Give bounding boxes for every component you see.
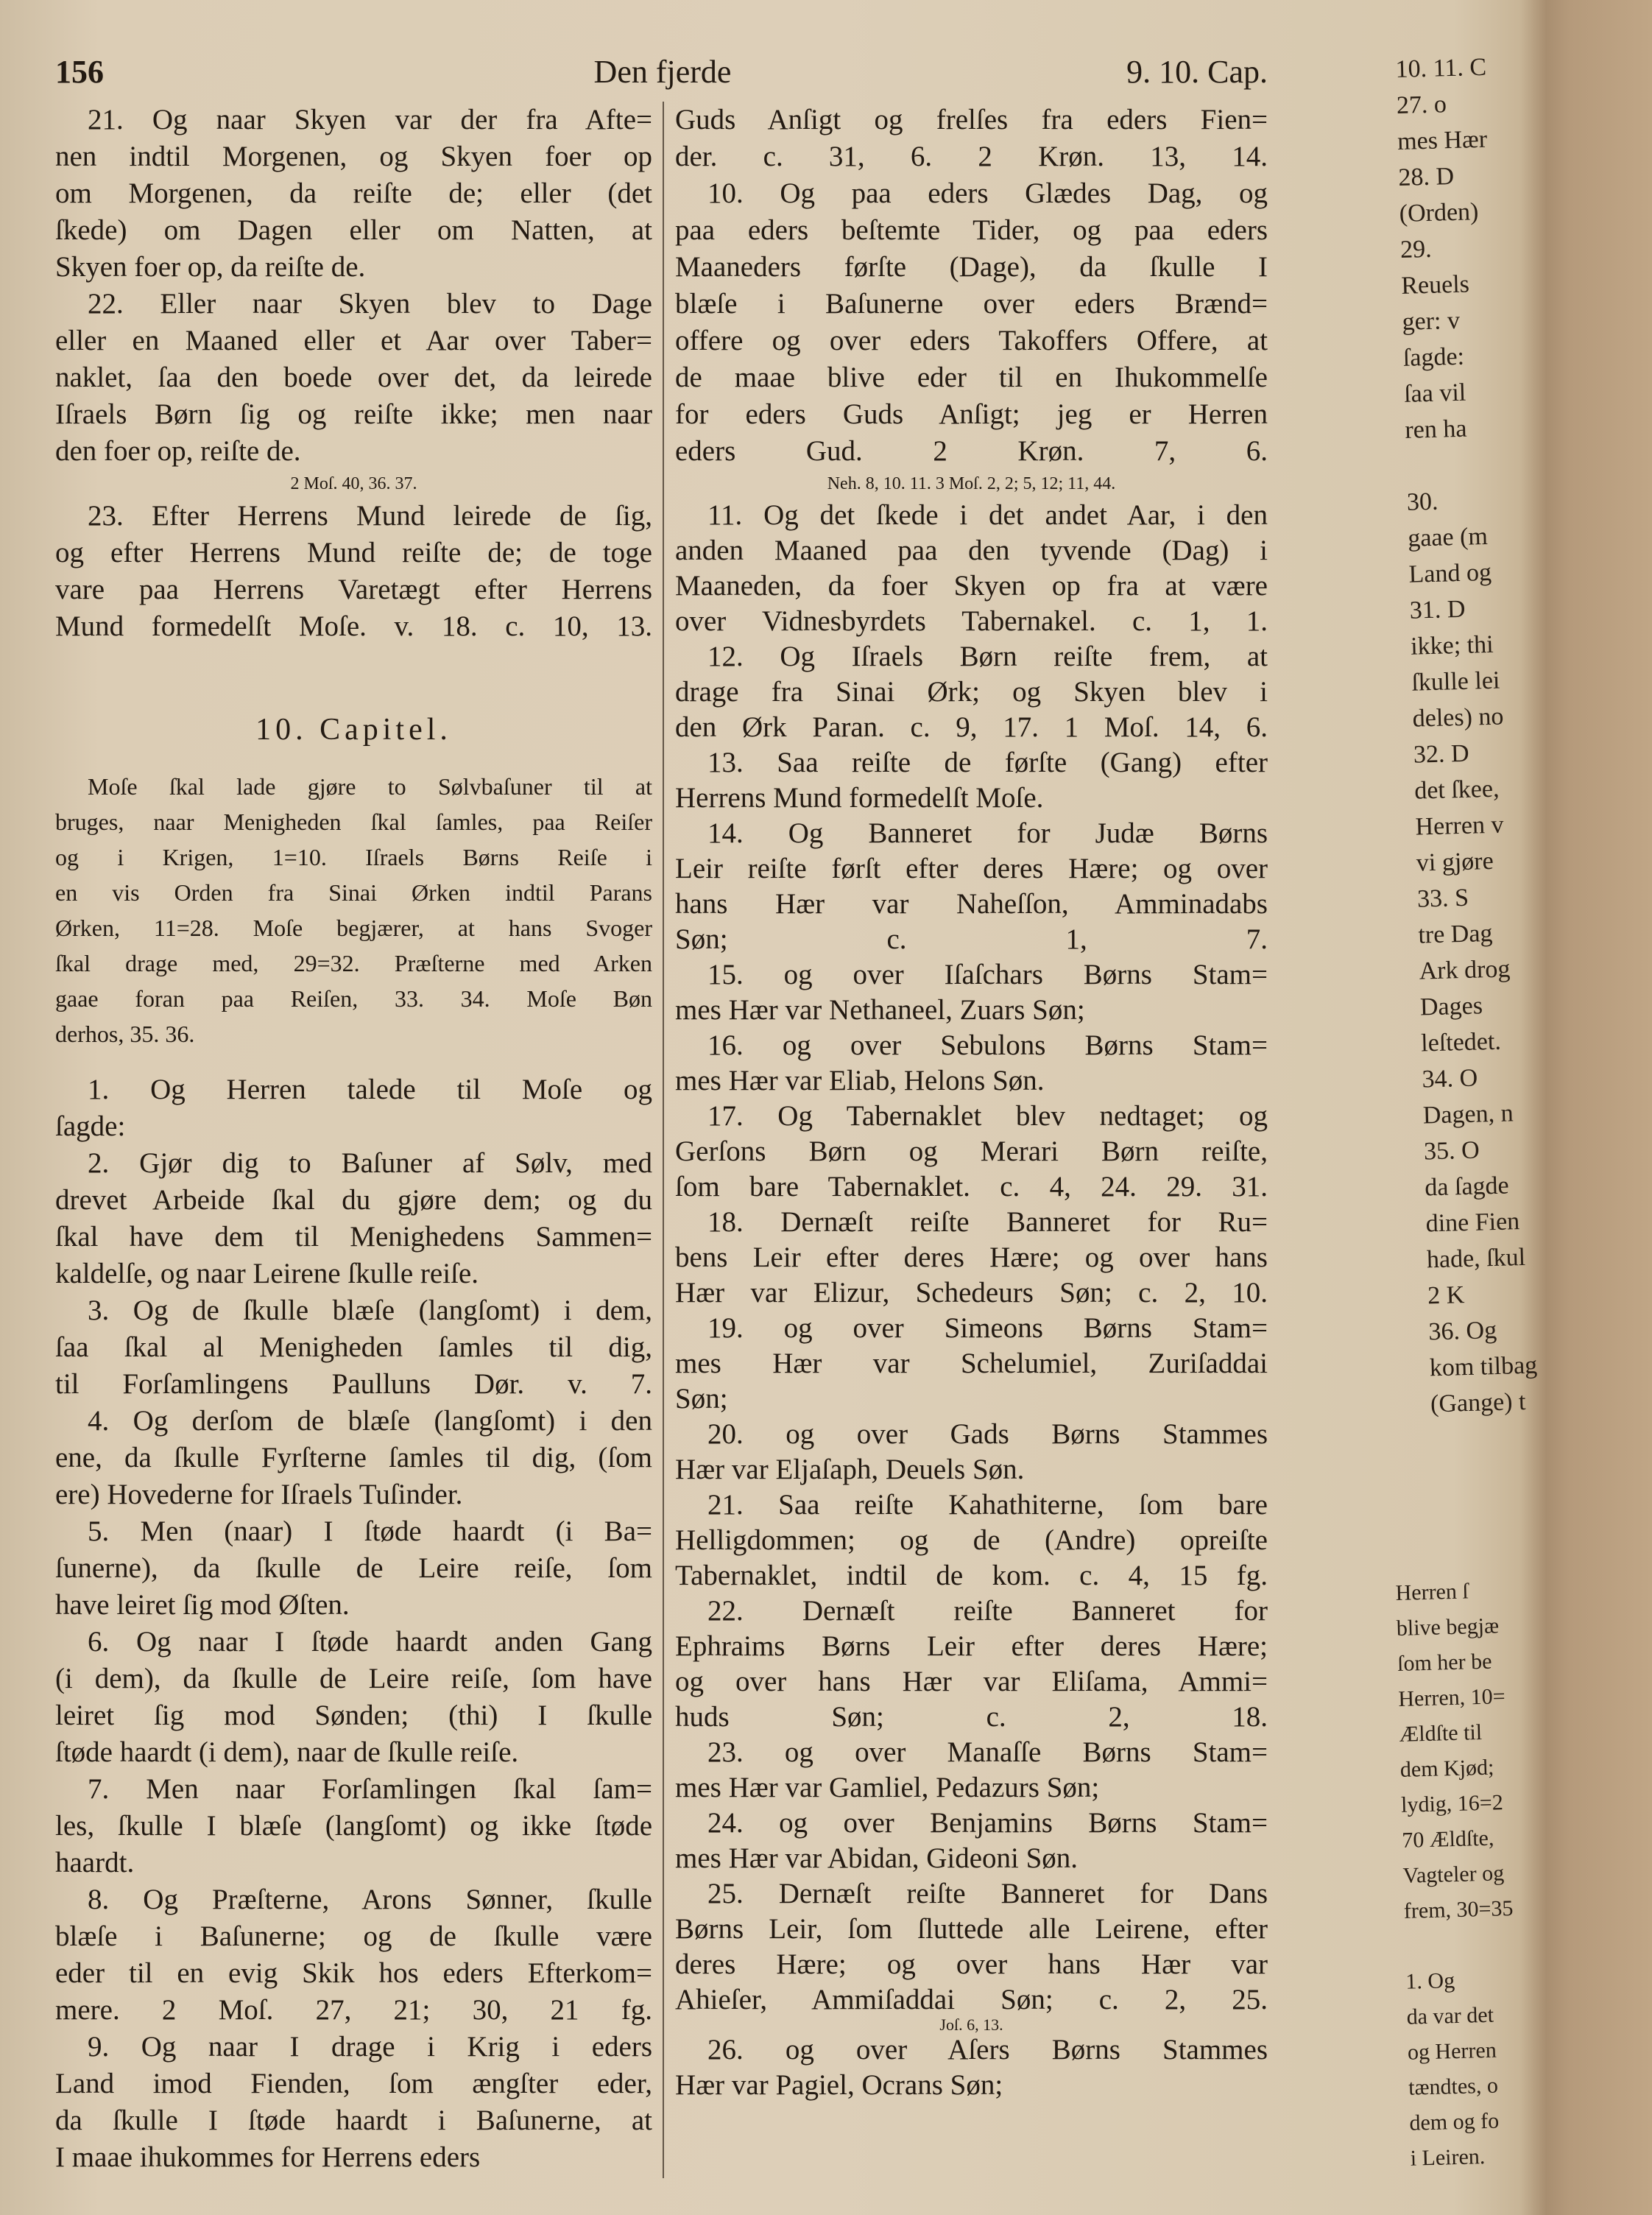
text-line: kaldelſe, og naar Leirene ſkulle reiſe. (55, 1258, 479, 1289)
fragment-line: ger: v (1402, 306, 1461, 336)
text-line: 22. Dernæſt reiſte Banneret for (707, 1595, 1268, 1627)
text-line: Ephraims Børns Leir efter deres Hære; (675, 1630, 1268, 1662)
fragment-line: 30. (1406, 487, 1439, 516)
text-line: 10. Og paa eders Glædes Dag, og (707, 177, 1268, 209)
text-line: Joſ. 6, 13. (939, 2015, 1003, 2034)
fragment-line: 1. Og (1405, 1968, 1455, 1994)
verse (675, 1205, 1268, 1311)
text-line: 23. Efter Herrens Mund leirede de ſig, (88, 500, 652, 532)
verse (55, 1145, 652, 1292)
fragment-line: 29. (1399, 235, 1433, 264)
text-line: Helligdommen; og de (Andre) opreiſte (675, 1524, 1268, 1556)
verse (675, 1099, 1268, 1205)
fragment-line: gaae (m (1407, 522, 1489, 552)
text-line: 11. Og det ſkede i det andet Aar, i den (707, 499, 1268, 531)
text-line: til Forſamlingens Paulluns Dør. v. 7. (55, 1368, 652, 1400)
text-line: 7. Men naar Forſamlingen ſkal ſam= (88, 1773, 652, 1805)
cross-reference (55, 470, 652, 498)
verse (675, 1735, 1268, 1806)
text-line: hans Hær var Naheſſon, Amminadabs (675, 888, 1268, 920)
text-line: den Ørk Paran. c. 9, 17. 1 Moſ. 14, 6. (675, 711, 1268, 743)
verse (55, 102, 652, 286)
text-line: ſagde: (55, 1110, 126, 1142)
text-line: 20. og over Gads Børns Stammes (707, 1418, 1268, 1450)
fragment-line: kom tilbag (1429, 1351, 1538, 1382)
text-line: 26. og over Aſers Børns Stammes (707, 2034, 1268, 2066)
text-line: 15. og over Iſaſchars Børns Stam= (707, 959, 1268, 990)
fragment-line: ſaa vil (1403, 378, 1466, 408)
text-line: mere. 2 Moſ. 27, 21; 30, 21 fg. (55, 1994, 652, 2026)
fragment-line: det ſkee, (1413, 775, 1500, 805)
fragment-line: dem og fo (1409, 2108, 1500, 2135)
fragment-line: Land og (1408, 558, 1492, 588)
text-line: eders Gud. 2 Krøn. 7, 6. (675, 435, 1268, 467)
verse (55, 2029, 652, 2176)
text-line: eller en Maaned eller et Aar over Taber= (55, 325, 652, 356)
next-page-edge (1388, 0, 1538, 2215)
fragment-line: tændtes, o (1408, 2073, 1499, 2100)
text-line: 13. Saa reiſte de førſte (Gang) efter (707, 747, 1268, 778)
fragment-line: da var det (1406, 2002, 1494, 2029)
next-page-summary-fragment (1395, 1570, 1631, 2177)
verse (675, 2032, 1268, 2103)
verse (55, 1513, 652, 1624)
text-line: 14. Og Banneret for Judæ Børns (707, 817, 1268, 849)
text-line: mes Hær var Eliab, Helons Søn. (675, 1065, 1045, 1096)
text-line: naklet, ſaa den boede over det, da leirede (55, 362, 652, 393)
text-line: 17. Og Tabernaklet blev nedtaget; og (707, 1100, 1268, 1132)
fragment-line: (Gange) t (1430, 1387, 1526, 1418)
text-line: 18. Dernæſt reiſte Banneret for Ru= (707, 1206, 1268, 1238)
text-line: ſtøde haardt (i dem), naar de ſkulle reiſe. (55, 1736, 519, 1768)
verse (55, 1071, 652, 1145)
fragment-line: Herren ſ (1395, 1579, 1469, 1605)
text-line: haardt. (55, 1847, 135, 1878)
text-line: (i dem), da ſkulle de Leire reiſe, ſom have (55, 1663, 652, 1694)
text-line: Hær var Eljaſaph, Deuels Søn. (675, 1454, 1025, 1485)
verse (55, 1771, 652, 1881)
text-line: mes Hær var Abidan, Gideoni Søn. (675, 1842, 1079, 1874)
fragment-line: 35. O (1423, 1136, 1480, 1166)
text-line: Maaneders førſte (Dage), da ſkulle I (675, 251, 1268, 283)
text-line: Skyen foer op, da reiſte de. (55, 251, 366, 283)
text-line: Neh. 8, 10. 11. 3 Moſ. 2, 2; 5, 12; 11, 44. (827, 474, 1116, 493)
fragment-line: ſagde: (1402, 342, 1465, 372)
text-line: 2 Moſ. 40, 36. 37. (290, 474, 417, 493)
text-line: 22. Eller naar Skyen blev to Dage (88, 288, 652, 320)
fragment-line: Dages (1419, 992, 1483, 1021)
text-line: ſkal drage med, 29=32. Præſterne med Arken (55, 950, 652, 976)
text-line: Maaneden, da foer Skyen op fra at være (675, 570, 1268, 602)
text-line: derhos, 35. 36. (55, 1021, 195, 1047)
verse (55, 1292, 652, 1403)
verse (675, 745, 1268, 816)
fragment-line: dem Kjød; (1399, 1755, 1494, 1782)
fragment-line: i Leiren. (1410, 2144, 1486, 2171)
text-line: 24. og over Benjamins Børns Stam= (707, 1807, 1268, 1839)
fragment-line: 2 K (1427, 1281, 1465, 1310)
fragment-line: frem, 30=35 (1403, 1895, 1514, 1923)
fragment-line: 33. S (1416, 884, 1469, 913)
text-line: 1. Og Herren talede til Moſe og (88, 1074, 652, 1105)
verse (55, 1881, 652, 2029)
text-line: deres Hære; og over hans Hær var (675, 1948, 1268, 1980)
fragment-line: 31. D (1409, 595, 1466, 624)
text-line: ſkal have dem til Menighedens Sammen= (55, 1221, 652, 1253)
page-header (55, 53, 1268, 94)
text-line: offere og over eders Takoffers Offere, at (675, 325, 1268, 356)
fragment-line: og Herren (1407, 2038, 1497, 2065)
verse (55, 498, 652, 645)
text-line: mes Hær var Schelumiel, Zuriſaddai (675, 1348, 1268, 1379)
chapter-range: 9. 10. Cap. (1126, 54, 1268, 90)
text-line: 21. Saa reiſte Kahathiterne, ſom bare (707, 1489, 1268, 1521)
text-line: der. c. 31, 6. 2 Krøn. 13, 14. (675, 141, 1268, 172)
text-line: huds Søn; c. 2, 18. (675, 1701, 1268, 1733)
text-line: Gerſons Børn og Merari Børn reiſte, (675, 1135, 1268, 1167)
chapter-summary (55, 769, 652, 1052)
fragment-line: ikke; thi (1410, 630, 1494, 661)
text-line: 5. Men (naar) I ſtøde haardt (i Ba= (88, 1515, 652, 1547)
verse (675, 175, 1268, 470)
verse (675, 102, 1268, 175)
fragment-line: 27. o (1396, 91, 1447, 119)
fragment-line: 10. 11. C (1395, 53, 1487, 83)
verse (675, 1417, 1268, 1487)
verse (675, 1028, 1268, 1099)
text-line: for eders Guds Anſigt; jeg er Herren (675, 398, 1268, 430)
fragment-line: lydig, 16=2 (1400, 1790, 1504, 1817)
text-line: en vis Orden fra Sinai Ørken indtil Parans (55, 879, 652, 906)
text-line: drevet Arbeide ſkal du gjøre dem; og du (55, 1184, 652, 1216)
fragment-line: da ſagde (1424, 1172, 1510, 1202)
text-line: 16. og over Sebulons Børns Stam= (707, 1029, 1268, 1061)
fragment-line: leſtedet. (1420, 1027, 1502, 1057)
fragment-line: (Orden) (1399, 198, 1479, 228)
text-line: ſaa ſkal al Menigheden ſamles til dig, (55, 1331, 652, 1363)
text-line: Søn; (675, 1383, 728, 1415)
fragment-line: hade, ſkul (1426, 1243, 1526, 1274)
text-line: Hær var Elizur, Schedeurs Søn; c. 2, 10. (675, 1277, 1268, 1309)
text-line: Tabernaklet, indtil de kom. c. 4, 15 fg. (675, 1560, 1268, 1591)
text-line: Land imod Fienden, ſom ængſter eder, (55, 2068, 652, 2099)
left-column (55, 102, 652, 2176)
fragment-line (1405, 1923, 1626, 1965)
text-line: Guds Anſigt og frelſes fra eders Fien= (675, 104, 1268, 135)
verse (55, 1403, 652, 1513)
column-divider (663, 102, 664, 2178)
text-line: I maae ihukommes for Herrens eders (55, 2141, 481, 2173)
text-line: bruges, naar Menigheden ſkal ſamles, paa Reiſer (55, 809, 652, 835)
fragment-line: Herren v (1415, 811, 1504, 841)
verse (675, 816, 1268, 957)
text-line: om Morgenen, da reiſte de; eller (det (55, 177, 652, 209)
cross-reference (675, 2015, 1268, 2034)
fragment-line: tre Dag (1417, 919, 1493, 949)
cross-reference (675, 470, 1268, 498)
text-line: les, ſkulle I blæſe (langſomt) og ikke ſtøde (55, 1810, 652, 1842)
fragment-line: 34. O (1422, 1064, 1478, 1094)
verse (675, 1806, 1268, 1876)
fragment-line: ren ha (1404, 415, 1467, 444)
fragment-line: ſkulle lei (1411, 666, 1500, 697)
right-column (675, 102, 1268, 2103)
fragment-line: Herren, 10= (1397, 1684, 1505, 1711)
text-line: 19. og over Simeons Børns Stam= (707, 1312, 1268, 1344)
text-line: ſom bare Tabernaklet. c. 4, 24. 29. 31. (675, 1171, 1268, 1202)
text-line: paa eders beſtemte Tider, og paa eders (675, 214, 1268, 246)
fragment-line: Ark drog (1419, 955, 1511, 985)
text-line: og efter Herrens Mund reiſte de; de toge (55, 537, 652, 568)
next-page-top-fragment (1395, 46, 1652, 1422)
text-line: og over hans Hær var Eliſama, Ammi= (675, 1666, 1268, 1697)
fragment-line: dine Fien (1425, 1208, 1520, 1238)
running-title: Den fjerde (593, 54, 732, 90)
text-line: 8. Og Præſterne, Arons Sønner, ſkulle (88, 1884, 652, 1915)
fragment-line: blive begjæ (1396, 1613, 1500, 1641)
fragment-line: vi gjøre (1416, 847, 1494, 877)
verse (55, 1624, 652, 1771)
text-line: nen indtil Morgenen, og Skyen foer op (55, 141, 652, 172)
text-line: Søn; c. 1, 7. (675, 923, 1268, 955)
text-line: og i Krigen, 1=10. Iſraels Børns Reiſe i (55, 844, 652, 870)
text-line: vare paa Herrens Varetægt efter Herrens (55, 574, 652, 605)
text-line: gaae foran paa Reiſen, 33. 34. Moſe Bøn (55, 985, 652, 1012)
text-line: leiret ſig mod Sønden; (thi) I ſkulle (55, 1700, 652, 1731)
text-line: anden Maaned paa den tyvende (Dag) i (675, 535, 1268, 566)
text-line: den foer op, reiſte de. (55, 435, 301, 467)
verse (675, 957, 1268, 1028)
verse (675, 1487, 1268, 1594)
fragment-line: Dagen, n (1422, 1099, 1514, 1130)
text-line: Ørken, 11=28. Moſe begjærer, at hans Svoger (55, 915, 652, 941)
text-line: de maae blive eder til en Ihukommelſe (675, 362, 1268, 393)
text-line: ere) Hovederne for Iſraels Tuſinder. (55, 1479, 463, 1510)
text-line: mes Hær var Nethaneel, Zuars Søn; (675, 994, 1085, 1026)
verse (675, 639, 1268, 745)
text-line: Mund formedelſt Moſe. v. 18. c. 10, 13. (55, 610, 652, 642)
text-line: 3. Og de ſkulle blæſe (langſomt) i dem, (88, 1295, 652, 1326)
verse (675, 1594, 1268, 1735)
text-line: bens Leir efter deres Hære; og over hans (675, 1242, 1268, 1273)
verse (675, 498, 1268, 639)
text-line: ſkede) om Dagen eller om Natten, at (55, 214, 652, 246)
text-line: mes Hær var Gamliel, Pedazurs Søn; (675, 1772, 1100, 1803)
text-line: Herrens Mund formedelſt Moſe. (675, 782, 1044, 814)
fragment-line: 32. D (1413, 739, 1470, 769)
text-line: 23. og over Manaſſe Børns Stam= (707, 1736, 1268, 1768)
text-line: 2. Gjør dig to Baſuner af Sølv, med (88, 1147, 652, 1179)
text-line: Ahieſer, Ammiſaddai Søn; c. 2, 25. (675, 1984, 1268, 2015)
fragment-line: 70 Ældſte, (1401, 1825, 1494, 1853)
text-line: 10. Capitel. (255, 713, 452, 747)
verse (675, 1311, 1268, 1417)
text-line: Iſraels Børn ſig og reiſte ikke; men naar (55, 398, 652, 430)
text-line: da ſkulle I ſtøde haardt i Baſunerne, at (55, 2105, 652, 2136)
page-number: 156 (55, 54, 104, 90)
text-line: blæſe i Baſunerne; og de ſkulle være (55, 1920, 652, 1952)
text-line: Hær var Pagiel, Ocrans Søn; (675, 2069, 1003, 2101)
text-line: 4. Og derſom de blæſe (langſomt) i den (88, 1405, 652, 1437)
fragment-line: 36. Og (1428, 1316, 1497, 1346)
fragment-line (1405, 443, 1627, 485)
text-line: Moſe ſkal lade gjøre to Sølvbaſuner til at (88, 773, 652, 800)
fragment-line: deles) no (1412, 702, 1504, 733)
chapter-heading (55, 708, 652, 752)
fragment-line: 28. D (1398, 162, 1455, 191)
text-line: blæſe i Baſunerne over eders Brænd= (675, 288, 1268, 320)
text-line: Børns Leir, ſom ſluttede alle Leirene, efter (675, 1913, 1268, 1945)
fragment-line: mes Hær (1397, 125, 1488, 155)
text-line: 6. Og naar I ſtøde haardt anden Gang (88, 1626, 652, 1658)
fragment-line: Ældſte til (1399, 1719, 1483, 1747)
verse (675, 1876, 1268, 2018)
text-line: eder til en evig Skik hos eders Efterkom= (55, 1957, 652, 1989)
fragment-line: Reuels (1400, 270, 1470, 300)
fragment-line: Vagteler og (1402, 1861, 1505, 1888)
text-line: 21. Og naar Skyen var der fra Afte= (88, 104, 652, 135)
verse (55, 286, 652, 470)
fragment-line: ſom her be (1397, 1649, 1492, 1676)
text-line: 25. Dernæſt reiſte Banneret for Dans (707, 1878, 1268, 1909)
text-line: 9. Og naar I drage i Krig i eders (88, 2031, 652, 2063)
text-line: drage fra Sinai Ørk; og Skyen blev i (675, 676, 1268, 708)
text-line: have leiret ſig mod Øſten. (55, 1589, 350, 1621)
text-line: ene, da ſkulle Fyrſterne ſamles til dig, (ſom (55, 1442, 652, 1473)
text-line: Leir reiſte førſt efter deres Hære; og over (675, 853, 1268, 884)
text-line: ſunerne), da ſkulle de Leire reiſe, ſom (55, 1552, 652, 1584)
text-line: 12. Og Iſraels Børn reiſte frem, at (707, 641, 1268, 672)
text-line: over Vidnesbyrdets Tabernakel. c. 1, 1. (675, 605, 1268, 637)
